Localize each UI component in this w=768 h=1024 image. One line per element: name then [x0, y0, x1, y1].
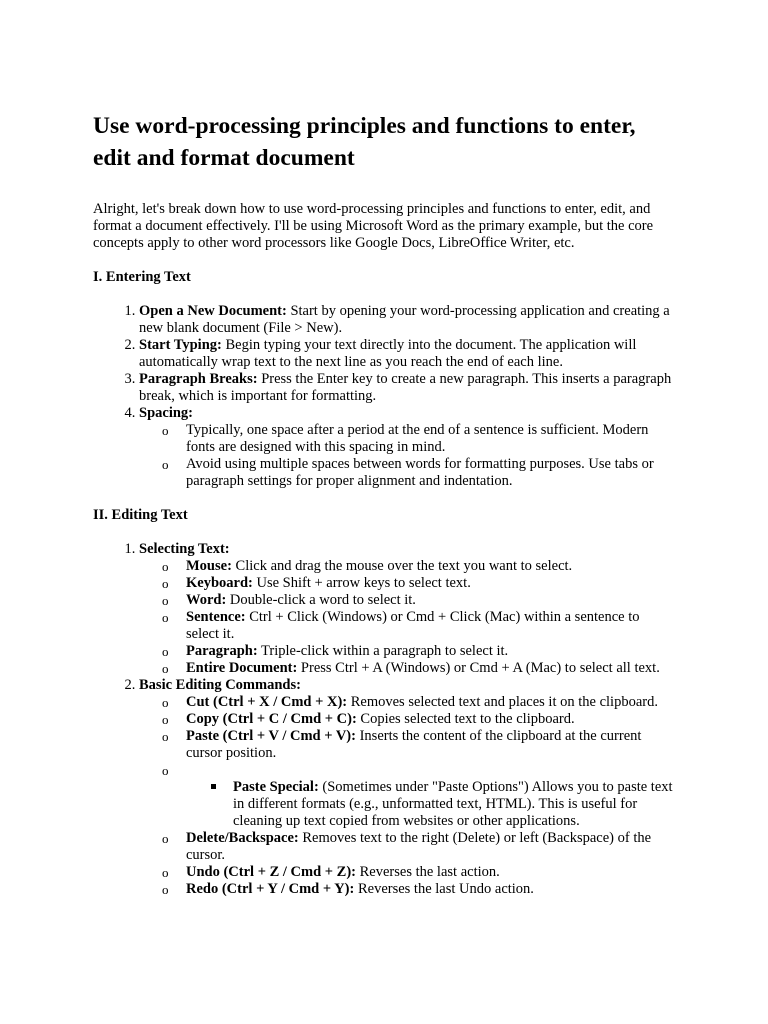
sub-list-item — [186, 592, 675, 609]
empty-sub-list-item — [186, 762, 675, 830]
sub-list-item — [186, 558, 675, 575]
sub-item-text: Removes text to the right (Delete) or left (Backspace) of the cursor. — [186, 830, 652, 863]
sub-list-item — [186, 609, 675, 643]
spacing-sublist — [139, 422, 675, 490]
list-item — [139, 371, 675, 405]
editing-commands-sublist — [139, 694, 675, 898]
sub-item-text: Inserts the content of the clipboard at the current cursor position. — [186, 728, 642, 761]
sub-list-item — [186, 694, 675, 711]
sub-item-label: Undo (Ctrl + Z / Cmd + Z): — [186, 864, 356, 880]
item-label: Paragraph Breaks: — [139, 371, 258, 387]
nested-list-item — [233, 779, 675, 830]
sub-list-item: o Avoid using multiple spaces between words for formatting purposes. Use tabs or paragraph settings for proper alignment and indentation. — [186, 456, 675, 490]
item-label: Start Typing: — [139, 337, 222, 353]
sub-item-label: Delete/Backspace: — [186, 830, 299, 846]
sub-item-text: Press Ctrl + A (Windows) or Cmd + A (Mac) to select all text. — [297, 660, 660, 676]
sub-item-text: Triple-click within a paragraph to select it. — [257, 643, 509, 659]
editing-text-list — [93, 541, 675, 898]
sub-list-item — [186, 575, 675, 592]
sub-item-label: Keyboard: — [186, 575, 253, 591]
intro-paragraph: Alright, let's break down how to use word-processing principles and functions to enter, edit, and format a document effectively. I'll be using Microsoft Word as the primary example, but the core concepts apply to other word processors like Google Docs, LibreOffice Writer, etc. — [93, 201, 654, 251]
item-label: Basic Editing Commands: — [139, 677, 301, 693]
list-item — [139, 541, 675, 677]
sub-item-text: Reverses the last Undo action. — [354, 881, 534, 897]
entering-text-list — [93, 303, 675, 490]
sub-item-label: Redo (Ctrl + Y / Cmd + Y): — [186, 881, 355, 897]
sub-item-label: Word: — [186, 592, 227, 608]
sub-list-item — [186, 643, 675, 660]
list-item — [139, 337, 675, 371]
list-item — [139, 677, 675, 898]
sub-list-item: o Typically, one space after a period at the end of a sentence is sufficient. Modern fonts are designed with this spacing in mind. — [186, 422, 675, 456]
sub-item-label: Paragraph: — [186, 643, 258, 659]
sub-list-item — [186, 711, 675, 728]
sub-list-item — [186, 864, 675, 881]
sub-item-label: Mouse: — [186, 558, 232, 574]
sub-item-text: Ctrl + Click (Windows) or Cmd + Click (Mac) within a sentence to select it. — [186, 609, 640, 642]
item-label: Open a New Document: — [139, 303, 287, 319]
sub-item-label: Copy (Ctrl + C / Cmd + C): — [186, 711, 357, 727]
item-label: Selecting Text: — [139, 541, 230, 557]
section-heading-editing-text: II. Editing Text — [93, 507, 188, 523]
sub-list-item — [186, 830, 675, 864]
sub-item-label: Entire Document: — [186, 660, 298, 676]
nested-item-text: (Sometimes under "Paste Options") Allows you to paste text in different formats (e.g., unformatted text, HTML). This is useful for cleaning up text copied from websites or other applications. — [233, 779, 673, 829]
list-item — [139, 303, 675, 337]
page-title: Use word-processing principles and functions to enter, edit and format document — [93, 113, 636, 171]
sub-item-label: Paste (Ctrl + V / Cmd + V): — [186, 728, 356, 744]
sub-list-item — [186, 881, 675, 898]
sub-item-text: Use Shift + arrow keys to select text. — [252, 575, 471, 591]
empty-line — [186, 762, 675, 779]
list-item — [139, 405, 675, 490]
sub-list-item — [186, 660, 675, 677]
sub-item-text: Reverses the last action. — [356, 864, 500, 880]
selecting-sublist — [139, 558, 675, 677]
sub-item-label: Cut (Ctrl + X / Cmd + X): — [186, 694, 348, 710]
sub-item-text: Removes selected text and places it on the clipboard. — [347, 694, 658, 710]
item-text: Press the Enter key to create a new paragraph. This inserts a paragraph break, which is important for formatting. — [139, 371, 672, 404]
section-heading-entering-text: I. Entering Text — [93, 269, 191, 285]
item-text: Begin typing your text directly into the document. The application will automatically wrap text to the next line as you reach the end of each line. — [139, 337, 637, 370]
sub-list-item — [186, 728, 675, 762]
nested-item-label: Paste Special: — [233, 779, 319, 795]
item-text: Start by opening your word-processing application and creating a new blank document (File > New). — [139, 303, 670, 336]
item-label: Spacing: — [139, 405, 193, 421]
sub-item-text: Double-click a word to select it. — [226, 592, 416, 608]
sub-item-label: Sentence: — [186, 609, 246, 625]
paste-special-sublist — [186, 779, 675, 830]
sub-item-text: Click and drag the mouse over the text you want to select. — [231, 558, 573, 574]
sub-item-text: Copies selected text to the clipboard. — [356, 711, 575, 727]
